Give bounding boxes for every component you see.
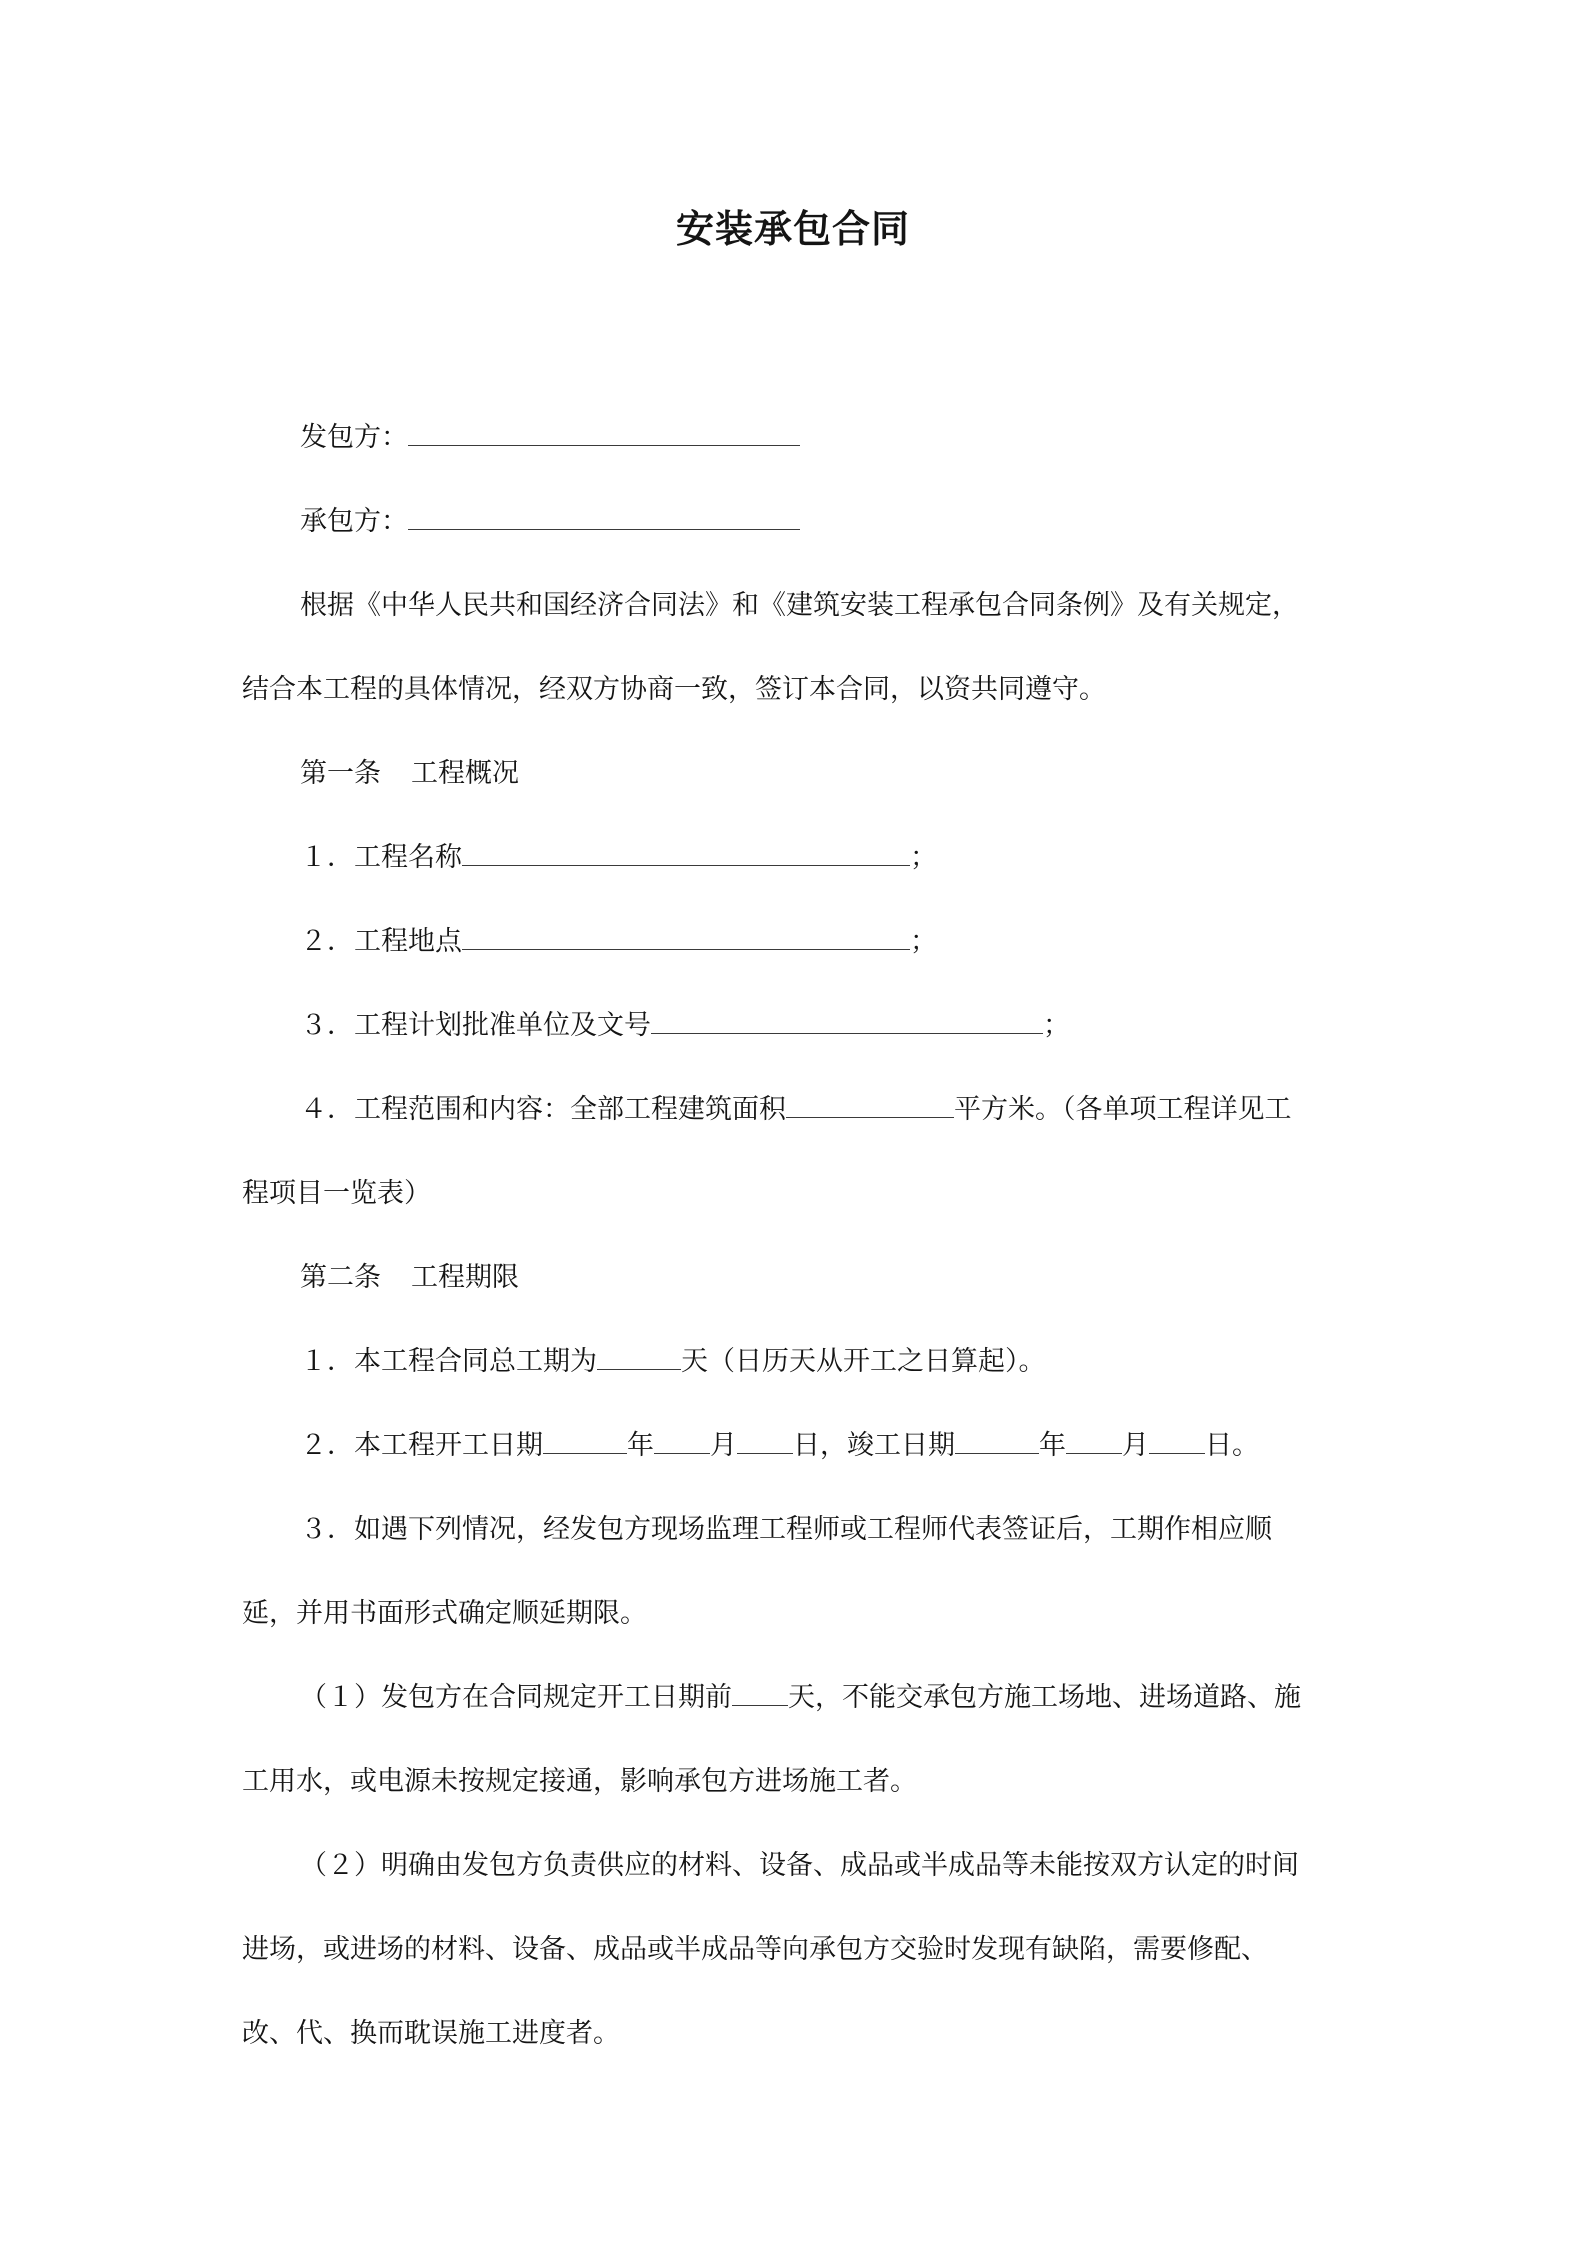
completion-date-label: 日，竣工日期 xyxy=(793,1430,955,1461)
article-2-heading xyxy=(300,1258,519,1298)
article-1-name: 工程概况 xyxy=(411,758,519,789)
start-month-blank[interactable] xyxy=(654,1426,710,1454)
year-label: 年 xyxy=(627,1430,654,1461)
article-2-sub-2-line-2: 进场，或进场的材料、设备、成品或半成品等向承包方交验时发现有缺陷，需要修配、 xyxy=(242,1934,1268,1965)
article-1-number: 第一条 xyxy=(300,758,381,789)
scope-label: ４．工程范围和内容：全部工程建筑面积 xyxy=(300,1094,786,1125)
project-location-label: ２．工程地点 xyxy=(300,926,462,957)
party-b-label: 承包方： xyxy=(300,506,408,537)
article-2-item-2 xyxy=(300,1426,1259,1466)
end-month-blank[interactable] xyxy=(1066,1426,1122,1454)
scope-suffix: 平方米。（各单项工程详见工 xyxy=(954,1094,1292,1125)
end-year-blank[interactable] xyxy=(955,1426,1039,1454)
duration-days-blank[interactable] xyxy=(597,1342,681,1370)
sub-1-suffix: 天，不能交承包方施工场地、进场道路、施 xyxy=(788,1682,1301,1713)
area-blank[interactable] xyxy=(786,1090,954,1118)
project-name-label: １．工程名称 xyxy=(300,842,462,873)
party-a-label: 发包方： xyxy=(300,422,408,453)
project-location-blank[interactable] xyxy=(462,922,910,950)
approval-unit-blank[interactable] xyxy=(651,1006,1043,1034)
semicolon: ； xyxy=(910,842,937,873)
article-1-item-4-cont: 程项目一览表） xyxy=(242,1178,431,1209)
month-label: 月 xyxy=(1122,1430,1149,1461)
article-2-item-3-line-1: ３．如遇下列情况，经发包方现场监理工程师或工程师代表签证后，工期作相应顺 xyxy=(300,1514,1272,1545)
start-day-blank[interactable] xyxy=(737,1426,793,1454)
article-2-number: 第二条 xyxy=(300,1262,381,1293)
approval-unit-label: ３．工程计划批准单位及文号 xyxy=(300,1010,651,1041)
start-date-label: ２．本工程开工日期 xyxy=(300,1430,543,1461)
end-day-blank[interactable] xyxy=(1149,1426,1205,1454)
article-2-item-3-line-2: 延，并用书面形式确定顺延期限。 xyxy=(242,1598,647,1629)
year-label: 年 xyxy=(1039,1430,1066,1461)
month-label: 月 xyxy=(710,1430,737,1461)
duration-label: １．本工程合同总工期为 xyxy=(300,1346,597,1377)
article-1-item-4 xyxy=(300,1090,1292,1130)
article-2-sub-1-line-2: 工用水，或电源未按规定接通，影响承包方进场施工者。 xyxy=(242,1766,917,1797)
article-2-sub-1-line-1 xyxy=(300,1678,1301,1718)
start-year-blank[interactable] xyxy=(543,1426,627,1454)
article-2-sub-2-line-1: （２）明确由发包方负责供应的材料、设备、成品或半成品等未能按双方认定的时间 xyxy=(300,1850,1299,1881)
article-1-item-3 xyxy=(300,1006,1070,1046)
article-2-item-1 xyxy=(300,1342,1046,1382)
preamble-line-2: 结合本工程的具体情况，经双方协商一致，签订本合同，以资共同遵守。 xyxy=(242,674,1106,705)
document-title: 安装承包合同 xyxy=(675,207,910,251)
semicolon: ； xyxy=(910,926,937,957)
article-1-item-1 xyxy=(300,838,937,878)
party-a-blank[interactable] xyxy=(408,418,800,446)
party-a-line xyxy=(300,418,800,458)
preamble-line-1: 根据《中华人民共和国经济合同法》和《建筑安装工程承包合同条例》及有关规定， xyxy=(300,590,1299,621)
party-b-blank[interactable] xyxy=(408,502,800,530)
article-2-name: 工程期限 xyxy=(411,1262,519,1293)
sub-1-prefix: （１）发包方在合同规定开工日期前 xyxy=(300,1682,732,1713)
article-2-sub-2-line-3: 改、代、换而耽误施工进度者。 xyxy=(242,2018,620,2049)
semicolon: ； xyxy=(1043,1010,1070,1041)
sub-1-days-blank[interactable] xyxy=(732,1678,788,1706)
day-label: 日。 xyxy=(1205,1430,1259,1461)
project-name-blank[interactable] xyxy=(462,838,910,866)
party-b-line xyxy=(300,502,800,542)
duration-suffix: 天（日历天从开工之日算起）。 xyxy=(681,1346,1046,1377)
article-1-item-2 xyxy=(300,922,937,962)
article-1-heading xyxy=(300,754,519,794)
